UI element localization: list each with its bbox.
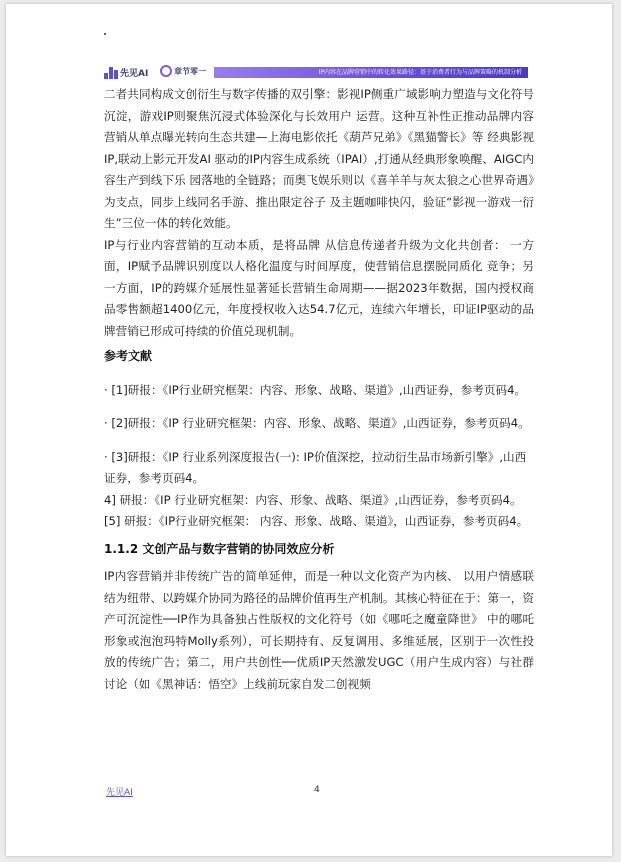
brand-name-2: 章节零一 [174, 66, 206, 76]
page-content [104, 84, 534, 695]
section-heading: 1.1.2 文创产品与数字营销的协同效应分析 [104, 541, 335, 556]
page-number: 4 [314, 785, 320, 795]
paragraph-1: 二者共同构成文创衍生与数字传播的双引擎：影视IP侧重广域影响力塑造与文化符号沉淀，游戏IP则聚焦沉浸式体验深化与长效用户 运营。这种互补性正推动品牌内容营销从单点曝光转向生态共建—上海电影依托《葫芦兄弟》《黑猫警长》等 经典影视IP,联动上影元开发AI 驱动的IP内容生成系统（IPAI）,打通从经典形象唤醒、AIGC内容生产到线下乐 园落地的全链路；而奥飞娱乐则以《喜羊羊与灰太狼之心世界奇遇》为支点，同步上线同名手游、推出限定谷子 及主题咖啡快闪，验证“影视一游戏一衍生”三位一体的转化效能。 [104, 87, 534, 230]
references-heading: 参考文献 [104, 349, 153, 363]
xianjian-logo [104, 66, 148, 79]
paragraph-3: IP内容营销并非传统广告的简单延伸，而是一种以文化资产为内核、 以用户情感联结为纽带、以跨媒介协同为路径的品牌价值再生产机制。其核心特征在于：第一，资产可沉淀性──IP作为具备独占性版权的文化符号（如《哪吒之魔童降世》 中的哪吒形象或泡泡玛特Molly系列），可长期持有、反复调用、多维延展，区别于一次性投放的传统广告；第二，用户共创性──优质IP天然激发UGC（用户生成内容）与社群讨论（如《黑神话：悟空》上线前玩家自发二创视频 [104, 569, 534, 691]
page-header [104, 62, 528, 84]
brand-name-1: 先见AI [120, 69, 149, 79]
reference-item: · [2]研报：《IP 行业研究框架：内容、形象、战略、渠道》,山西证券，参考页码4。 [104, 416, 530, 430]
ring-logo-icon [160, 65, 172, 77]
reference-item: [5] 研报：《IP行业研究框架： 内容、形象、战略、渠道》，山西证券，参考页码4。 [104, 514, 529, 528]
document-page [6, 4, 612, 856]
header-banner: IP内容在品牌营销中的转化效果路径：基于消费者行为与品牌策略的机制分析 [214, 67, 528, 78]
decorative-dot [104, 33, 106, 35]
footer-brand-link[interactable]: 先见AI [106, 788, 133, 798]
reference-item: · [1]研报：《IP行业研究框架：内容、形象、战略、渠道》,山西证券，参考页码4。 [104, 382, 527, 397]
reference-item: · [3]研报：《IP 行业系列深度报告(一): IP价值深挖，拉动衍生品市场新引擎》,山西证券，参考页码4。 [104, 449, 527, 485]
bar-logo-icon [104, 67, 118, 79]
paragraph-2: IP与行业内容营销的互动本质，是将品牌 从信息传递者升级为文化共创者： 一方面，IP赋予品牌识别度以人格化温度与时间厚度，使营销信息摆脱同质化 竞争；另一方面，IP的跨媒介延展性显著延长营销生命周期——据2023年数据，国内授权商品零售额超1400亿元，年度授权收入达54.7亿元，连续六年增长，印证IP驱动的品牌营销已形成可持续的价值兑现机制。 [104, 237, 534, 338]
reference-item: 4] 研报：《IP 行业研究框架：内容、形象、战略、渠道》,山西证券，参考页码4。 [104, 492, 522, 507]
zhangjie-logo [160, 65, 206, 77]
